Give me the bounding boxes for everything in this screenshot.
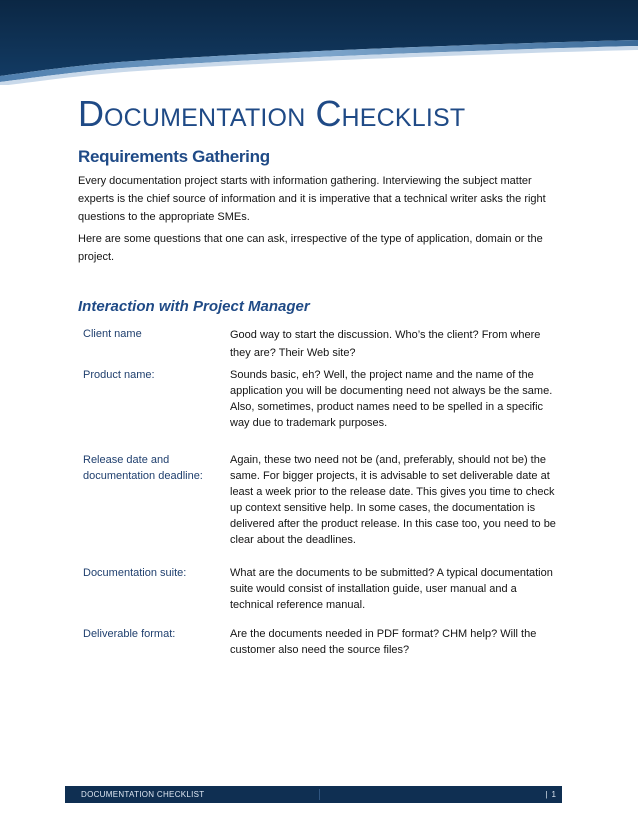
sub-heading: Interaction with Project Manager bbox=[78, 298, 310, 315]
footer-title: DOCUMENTATION CHECKLIST bbox=[81, 790, 205, 799]
footer-separator: | bbox=[545, 790, 548, 799]
questions-paragraph: Here are some questions that one can ask, irrespective of the type of application, domain or the project. bbox=[78, 233, 543, 263]
checklist-question: Documentation suite: bbox=[83, 567, 187, 579]
intro-paragraph: Every documentation project starts with information gathering. Interviewing the subject matter experts is the chief source of information and it is imperative that a technical writer asks the right questions to the appropriate SMEs. bbox=[78, 175, 546, 223]
checklist-question: Product name: bbox=[83, 369, 155, 381]
checklist-question: Release date and documentation deadline: bbox=[83, 454, 203, 482]
footer-page-number-group bbox=[545, 786, 556, 803]
footer-divider bbox=[319, 789, 320, 800]
checklist-answer: Again, these two need not be (and, preferably, should not be) the same. For bigger projects, it is advisable to set deliverable date at least a week prior to the release date. This gives you time to check up context sensitive help. In some cases, the documentation is delivered after the product release. In this case too, you need to be clear about the deadlines. bbox=[230, 454, 556, 546]
checklist-answer: Good way to start the discussion. Who’s the client? From where they are? Their Web site? bbox=[230, 329, 541, 359]
checklist-answer: What are the documents to be submitted? A typical documentation suite would consist of installation guide, user manual and a technical reference manual. bbox=[230, 567, 553, 611]
page-footer bbox=[65, 786, 562, 803]
checklist-answer: Sounds basic, eh? Well, the project name and the name of the application you will be documenting need not always be the same. Also, sometimes, product names need to be spelled in a specific way due to trademark purposes. bbox=[230, 369, 553, 429]
document-title bbox=[78, 92, 598, 140]
title-second-rest: HECKLIST bbox=[341, 104, 466, 132]
checklist-question: Deliverable format: bbox=[83, 628, 176, 640]
page-number: 1 bbox=[551, 790, 556, 799]
checklist-answer: Are the documents needed in PDF format? CHM help? Will the customer also need the source files? bbox=[230, 628, 537, 656]
title-first-initial: D bbox=[78, 93, 104, 134]
checklist-question: Client name bbox=[83, 328, 142, 340]
title-second-initial: C bbox=[315, 93, 342, 134]
header-banner bbox=[0, 0, 638, 85]
section-heading: Requirements Gathering bbox=[78, 147, 270, 166]
title-first-rest: OCUMENTATION bbox=[104, 104, 306, 132]
